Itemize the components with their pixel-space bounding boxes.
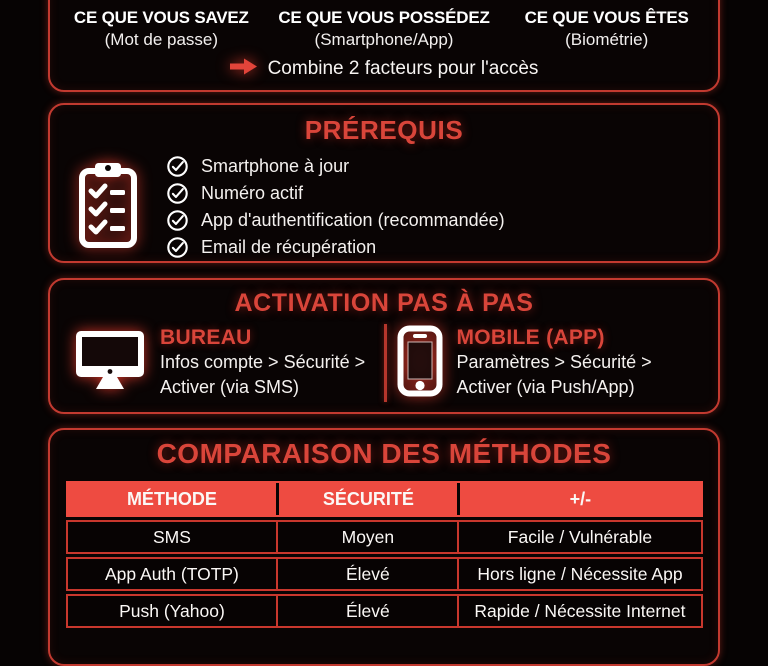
combine-note-row	[50, 58, 718, 80]
desktop-steps	[160, 326, 365, 400]
table-cell: Facile / Vulnérable	[457, 522, 700, 552]
desktop-step-line: Infos compte > Sécurité >	[160, 352, 366, 372]
clipboard-checklist-icon	[77, 160, 139, 255]
list-item-label: App d'authentification (recommandée)	[201, 210, 505, 230]
prerequisites-list	[166, 151, 505, 263]
list-item-label: Smartphone à jour	[201, 156, 350, 176]
activation-mobile	[397, 325, 705, 402]
prerequisites-title: PRÉREQUIS	[304, 115, 464, 145]
mobile-step-line: Activer (via Push/App)	[456, 377, 635, 397]
mobile-step-line: Paramètres > Sécurité >	[456, 352, 652, 372]
activation-panel	[48, 278, 720, 414]
factor-subtitle: (Smartphone/App)	[314, 30, 454, 49]
column-header: SÉCURITÉ	[276, 483, 457, 515]
table-header-row	[66, 481, 703, 517]
table-row	[66, 520, 703, 554]
list-item-label: Numéro actif	[201, 183, 304, 203]
list-item	[166, 236, 505, 259]
activation-title: ACTIVATION PAS À PAS	[234, 289, 534, 317]
factor-are	[495, 8, 718, 50]
list-item	[166, 209, 505, 232]
factor-title: CE QUE VOUS ÊTES	[524, 8, 689, 27]
activation-body	[50, 324, 718, 402]
list-item	[166, 182, 505, 205]
check-circle-icon	[166, 209, 189, 232]
table-cell: SMS	[152, 526, 191, 547]
list-item-label: Email de récupération	[201, 237, 377, 257]
table-cell: Élevé	[276, 596, 457, 626]
table-row	[66, 594, 703, 628]
factor-know	[50, 8, 273, 50]
factors-panel	[48, 0, 720, 92]
mobile-steps	[457, 326, 652, 400]
factor-subtitle: (Mot de passe)	[104, 30, 219, 49]
factor-columns	[50, 8, 718, 50]
column-header: MÉTHODE	[126, 488, 217, 509]
table-cell: Élevé	[276, 559, 457, 589]
factor-title: CE QUE VOUS SAVEZ	[73, 8, 249, 27]
desktop-label: BUREAU	[160, 326, 252, 349]
smartphone-icon	[397, 325, 443, 402]
check-circle-icon	[166, 182, 189, 205]
list-item	[166, 155, 505, 178]
table-cell: App Auth (TOTP)	[104, 563, 239, 584]
combine-note: Combine 2 facteurs pour l'accès	[267, 58, 539, 79]
comparison-panel	[48, 428, 720, 666]
prerequisites-body	[50, 151, 718, 263]
factor-subtitle: (Biométrie)	[565, 30, 649, 49]
table-cell: Hors ligne / Nécessite App	[457, 559, 700, 589]
column-header: +/-	[457, 483, 700, 515]
factor-title: CE QUE VOUS POSSÉDEZ	[278, 8, 490, 27]
desktop-monitor-icon	[74, 329, 146, 398]
activation-desktop	[74, 326, 382, 400]
prerequisites-panel	[48, 103, 720, 263]
table-row	[66, 557, 703, 591]
vertical-divider	[384, 324, 387, 402]
check-circle-icon	[166, 155, 189, 178]
mobile-label: MOBILE (APP)	[456, 326, 605, 349]
right-arrow-icon	[230, 58, 257, 80]
comparison-title: COMPARAISON DES MÉTHODES	[156, 438, 612, 469]
desktop-step-line: Activer (via SMS)	[160, 377, 300, 397]
check-circle-icon	[166, 236, 189, 259]
comparison-table	[66, 481, 703, 628]
factor-have	[273, 8, 496, 50]
table-cell: Rapide / Nécessite Internet	[457, 596, 700, 626]
table-cell: Push (Yahoo)	[119, 600, 225, 621]
table-cell: Moyen	[276, 522, 457, 552]
